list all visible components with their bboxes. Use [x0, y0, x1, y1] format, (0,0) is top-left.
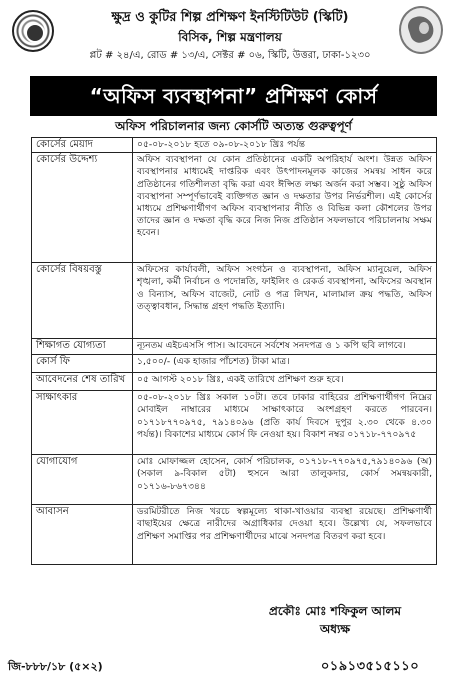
course-details-table — [31, 137, 437, 565]
accommodation-label: আবাসন — [32, 505, 133, 565]
row-content — [32, 263, 437, 339]
contact-value: মোঃ মোফাজ্জল হোসেন, কোর্স পরিচালক, ০১৭১৮-৭৭০৯৭৫,৭৯১৪০৯৬ (অ) (সকাল ৯-বিকাল ৫টা) হুসনে আরা তালুকদার, কোর্স সমন্বয়কারী, ০১৭১৬-৮৬৭৩৪৪ — [133, 455, 437, 505]
accommodation-value: ডরমিটরীতে নিজ খরচে স্বল্পমূল্যে থাকা-খাওয়ার ব্যবস্থা রয়েছে। প্রশিক্ষণার্থী বাছাইয়ের ক্ষেত্রে নারীদের অগ্রাধিকার দেওয়া হবে। উল্লেখ্য যে, সফলভাবে প্রশিক্ষণ সমাপ্তির পর প্রশিক্ষণার্থীদের মাঝে সনদপত্র বিতরণ করা হবে। — [133, 505, 437, 565]
notice-code: জি-৮৮৮/১৮ (৫×২) — [8, 660, 103, 673]
row-deadline — [32, 373, 437, 391]
content-value: অফিসের কার্যাবলী, অফিস সংগঠন ও ব্যবস্থাপনা, অফিস ম্যানুয়েল, অফিস শৃঙ্খলা, কর্মী নির্বাচন ও পদোন্নতি, ফাইলিং ও রেকর্ড ব্যবস্থাপনা, অফিসের অবস্থান ও বিন্যাস, অফিস বাজেট, নোট ও পত্র লিখন, মালামাল ক্রয় পদ্ধতি, অফিস তত্ত্বাবধান, সিদ্ধান্ত গ্রহণ পদ্ধতি ইত্যাদি। — [133, 263, 437, 339]
course-tagline: অফিস পরিচালনার জন্য কোর্সটি অত্যন্ত গুরুত্বপূর্ণ — [115, 119, 352, 133]
objective-value: অফিস ব্যবস্থাপনা যে কোন প্রতিষ্ঠানের একটি অপরিহার্য অংশ। উন্নত অফিস ব্যবস্থাপনার মাধ্যমেই দাপ্তরিক এবং উৎপাদনমূলক কাজের সমন্বয় সাধন করে প্রতিষ্ঠানের গতিশীলতা বৃদ্ধি করা এবং ঈপ্সিত লক্ষ্য অর্জন করা সম্ভব। সুষ্ঠু অফিস ব্যবস্থাপনা সম্পূর্ণভাবেই ব্যক্তিগত জ্ঞান ও দক্ষতার উপর নির্ভরশীল। এই কোর্সের মাধ্যমে প্রশিক্ষণার্থীগণ অফিস ব্যবস্থাপনার নীতি ও বিভিন্ন কলা কৌশলের উপর তাদের জ্ঞান ও দক্ষতা বৃদ্ধি করে নিজ নিজ প্রতিষ্ঠান সফলভাবে পরিচালনায় সক্ষম হবেন। — [133, 153, 437, 263]
row-duration — [32, 138, 437, 153]
row-contact — [32, 455, 437, 505]
row-interview — [32, 391, 437, 455]
government-seal-icon — [399, 6, 443, 54]
qualification-label: শিক্ষাগত যোগ্যতা — [32, 339, 133, 355]
interview-label: সাক্ষাৎকার — [32, 391, 133, 455]
signature-block — [245, 602, 425, 638]
duration-value: ০৫-০৮-২০১৮ হতে ০৯-০৮-২০১৮ খ্রিঃ পর্যন্ত — [133, 138, 437, 153]
deadline-value: ০৫ আগস্ট ২০১৮ খ্রিঃ, একই তারিখে প্রশিক্ষণ শুরু হবে। — [133, 373, 437, 391]
content-label: কোর্সের বিষয়বস্তু — [32, 263, 133, 339]
organization-address: প্লট # ২৪/এ, রোড # ১৩/এ, সেক্টর # ০৬, স্কিটি, উত্তরা, ঢাকা-১২৩০ — [89, 50, 371, 61]
objective-label: কোর্সের উদ্দেশ্য — [32, 153, 133, 263]
course-title-banner: “অফিস ব্যবস্থাপনা” প্রশিক্ষণ কোর্স — [30, 76, 437, 116]
row-accommodation — [32, 505, 437, 565]
qualification-value: ন্যূনতম এইচএসসি পাস। আবেদনে সর্বশেষ সনদপত্র ও ১ কপি ছবি লাগবে। — [133, 339, 437, 355]
deadline-label: আবেদনের শেষ তারিখ — [32, 373, 133, 391]
institute-logo-icon — [12, 10, 54, 52]
signatory-name: প্রকৌঃ মোঃ শফিকুল আলম — [268, 604, 402, 618]
signatory-title: অধ্যক্ষ — [319, 622, 351, 636]
contact-label: যোগাযোগ — [32, 455, 133, 505]
contact-phone: ০১৯১৩৫১৫১১০ — [320, 659, 420, 674]
ministry-name: বিসিক, শিল্প মন্ত্রণালয় — [178, 30, 282, 44]
interview-value: ০৫-০৮-২০১৮ খ্রিঃ সকাল ১০টা। তবে ঢাকার বাহিরের প্রশিক্ষণার্থীগণ নিম্নের মোবাইল নাম্বারের মাধ্যমে সাক্ষাৎকারে অংশগ্রহণ করতে পারবেন। ০১৭১৮৭৭০৯৭৫, ৭৯১৪০৯৬ (প্রতি কার্য দিবসে দুপুর ২.৩০ থেকে ৪.৩০ পর্যন্ত)। বিকাশের মাধ্যমে কোর্স ফি নেওয়া হয়। বিকাশ নম্বর ০১৭১৮-৭৭০৯৭৫ — [133, 391, 437, 455]
fee-value: ১,৫০০/- (এক হাজার পাঁচশত) টাকা মাত্র। — [133, 355, 437, 373]
row-fee — [32, 355, 437, 373]
duration-label: কোর্সের মেয়াদ — [32, 138, 133, 153]
organization-name: ক্ষুদ্র ও কুটির শিল্প প্রশিক্ষণ ইনস্টিটিউট (স্কিটি) — [111, 10, 349, 25]
row-objective — [32, 153, 437, 263]
row-qualification — [32, 339, 437, 355]
fee-label: কোর্স ফি — [32, 355, 133, 373]
